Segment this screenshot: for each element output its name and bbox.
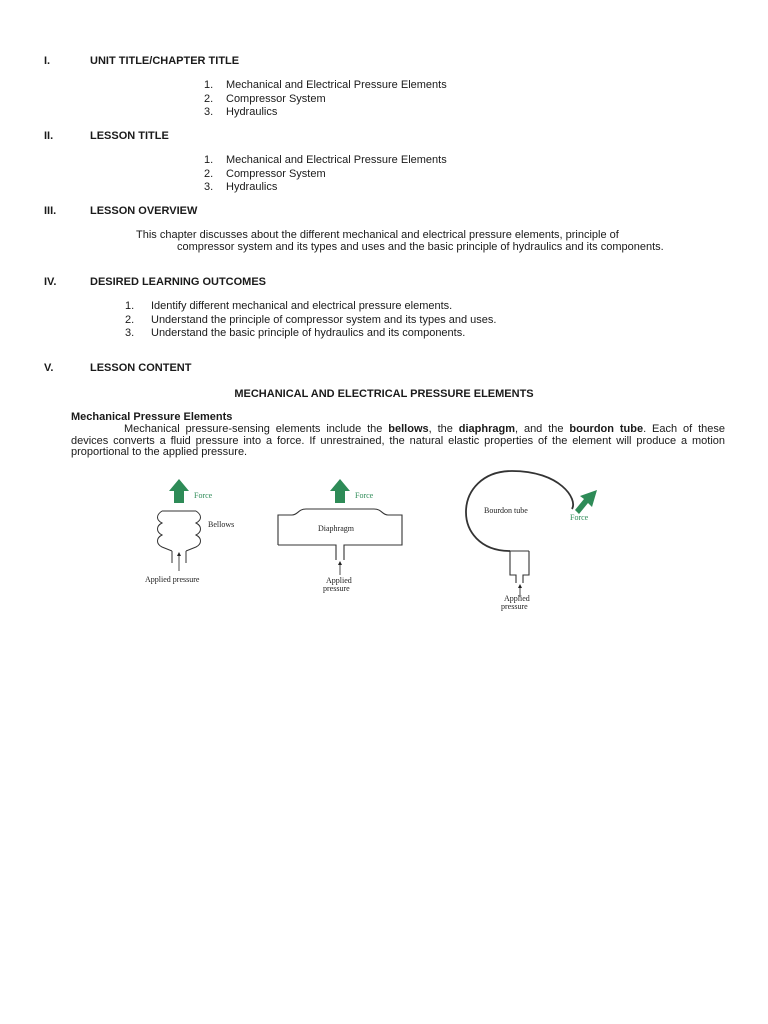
content-subheading: Mechanical Pressure Elements <box>71 411 233 423</box>
section-numeral: V. <box>44 362 54 374</box>
bourdon-socket-icon <box>510 551 529 583</box>
pressure-label: pressure <box>501 602 528 611</box>
section-heading: UNIT TITLE/CHAPTER TITLE <box>90 55 240 67</box>
list-item: 3. Understand the basic principle of hydraulics and its components. <box>125 327 466 339</box>
pressure-elements-figure <box>130 465 620 625</box>
list-item: 2. Compressor System <box>204 167 326 180</box>
section-numeral: II. <box>44 130 54 142</box>
content-paragraph: Mechanical pressure-sensing elements include the bellows, the diaphragm, and the bourdon tube. Each of these devices converts a fluid pressure into a force. If unrestrained, the natural elastic properties of the element will produce a motion proportional to the applied pressure. <box>71 423 726 458</box>
applied-label: Applied <box>504 594 530 603</box>
bellows-element <box>145 479 234 584</box>
content-title: MECHANICAL AND ELECTRICAL PRESSURE ELEMENTS <box>234 388 534 400</box>
section-heading: DESIRED LEARNING OUTCOMES <box>90 276 267 288</box>
force-arrow-icon <box>575 490 597 514</box>
section-numeral: I. <box>44 55 51 67</box>
force-arrow-icon <box>169 479 189 503</box>
list-item: 1. Mechanical and Electrical Pressure Elements <box>204 79 447 91</box>
section-heading: LESSON OVERVIEW <box>90 205 198 217</box>
diaphragm-element <box>278 479 402 593</box>
section-heading: LESSON CONTENT <box>90 362 192 374</box>
diaphragm-label: Diaphragm <box>318 524 354 533</box>
force-label: Force <box>355 491 374 500</box>
section-numeral: III. <box>44 205 57 217</box>
list-item: 3. Hydraulics <box>204 106 278 118</box>
learning-outcomes-list <box>125 300 496 341</box>
list-item: 1. Mechanical and Electrical Pressure Elements <box>204 154 447 166</box>
bourdon-tube-element <box>466 471 597 611</box>
list-item: 2. Compressor System <box>204 92 326 105</box>
diaphragm-icon <box>278 509 402 560</box>
pressure-label: pressure <box>323 584 350 593</box>
force-arrow-icon <box>330 479 350 503</box>
applied-pressure-label: Applied pressure <box>145 575 200 584</box>
force-label: Force <box>194 491 213 500</box>
lesson-overview-text: This chapter discusses about the different mechanical and electrical pressure elements, principle of compressor system and its types and uses and the basic principle of hydraulics and its components. <box>136 229 664 253</box>
force-label: Force <box>570 513 589 522</box>
bourdon-tube-label: Bourdon tube <box>484 506 528 515</box>
list-item: 3. Hydraulics <box>204 181 278 193</box>
unit-title-list <box>204 79 447 120</box>
section-heading: LESSON TITLE <box>90 130 169 142</box>
bellows-label: Bellows <box>208 520 235 529</box>
list-item: 2. Understand the principle of compressor system and its types and uses. <box>125 313 497 326</box>
applied-label: Applied <box>326 576 352 585</box>
section-numeral: IV. <box>44 276 57 288</box>
lesson-title-list <box>204 154 447 195</box>
list-item: 1. Identify different mechanical and electrical pressure elements. <box>125 300 453 312</box>
